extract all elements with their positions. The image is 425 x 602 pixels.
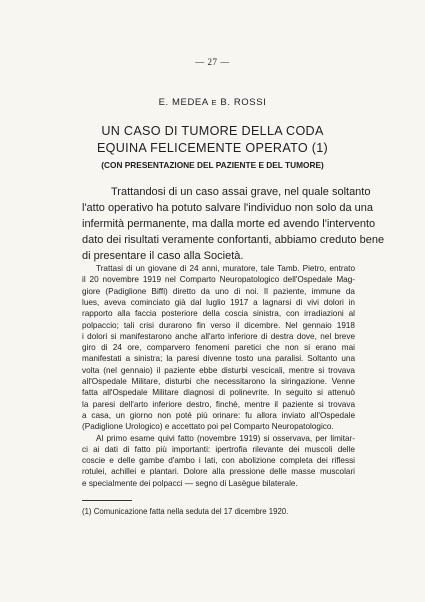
authors <box>0 97 425 108</box>
title-line-2: EQUINA FELICEMENTE OPERATO (1) <box>96 141 329 155</box>
body-line: all'Ospedale Militare, disturbi che necessitarono la siringazione. Venne <box>82 377 355 386</box>
body-line: e specialmente dei polpacci — segno di Lasègue bilaterale. <box>82 478 298 488</box>
body-line: giore (Padiglione Biffi) diretto da uno di noi. Il paziente, immune da <box>82 286 355 296</box>
body-line: giro di 24 ore, comparvero fenomeni paretici che non si erano mai <box>82 343 355 353</box>
body-line: coscie e delle gambe d'ambo i lati, con abolizione completa dei riflessi <box>82 456 355 466</box>
author-second: B. ROSSI <box>220 97 267 108</box>
body-line: volta (nel gennaio) il paziente ebbe disturbi vescicali, mentre si trovava <box>82 365 355 375</box>
intro-line: Trattandosi di un caso assai grave, nel quale soltanto <box>111 186 371 198</box>
author-conjunction: E <box>211 98 218 107</box>
body-line: il 20 novembre 1919 nel Comparto Neuropatologico dell'Ospedale Mag- <box>82 275 355 285</box>
body-line: Al primo esame quivi fatto (novembre 1919) si osservava, per limitar- <box>96 433 355 443</box>
author-first: E. MEDEA <box>158 97 209 108</box>
body-line: fatta all'Ospedale Militare diagnosi di polinevrite. In seguito si attenuò <box>82 388 355 398</box>
body-line: rapporto alla faccia posteriore della coscia sinistra, con irradiazioni al <box>82 309 355 319</box>
body-line: a casa, un giorno non poté più orinare: fu allora inviato all'Ospedale <box>82 410 355 420</box>
body-line: ci ai dati di fatto più importanti: ipertrofia rilevante dei muscoli delle <box>82 444 355 454</box>
body-line: (Padiglione Urologico) e accettato poi pel Comparto Neuropatologico. <box>82 422 334 432</box>
intro-line: infermità permanente, ma dalla morte ed avendo l'intervento <box>82 218 376 230</box>
intro-line: l'atto operativo ha potuto salvare l'individuo non solo da una <box>82 202 374 214</box>
body-line: lues, aveva cominciato già dal luglio 1917 a lagnarsi di vivi dolori in <box>82 297 355 307</box>
body-line: polpaccio; tali crisi durarono fin verso il dicembre. Nel gennaio 1918 <box>82 320 355 330</box>
footnote: (1) Comunicazione fatta nella seduta del 17 dicembre 1920. <box>82 506 289 516</box>
intro-line: dato dei risultati veramente confortanti, abbiamo creduto bene <box>82 234 385 246</box>
body-line: la paresi dell'arto inferiore destro, finchè, mentre il paziente si trovava <box>82 399 355 409</box>
body-line: manifestati a sinistra; la paresi divenne tosto una paralisi. Soltanto una <box>82 354 355 364</box>
body-line: Trattasi di un giovane di 24 anni, muratore, tale Tamb. Pietro, entrato <box>96 264 355 273</box>
intro-line: di presentare il caso alla Società. <box>82 250 244 262</box>
title-line-1: UN CASO DI TUMORE DELLA CODA <box>101 124 324 138</box>
body-line: i dolori si manifestarono anche all'arto inferiore di destra dove, nel breve <box>82 331 355 341</box>
footnote-divider <box>82 500 132 501</box>
subtitle: (CON PRESENTAZIONE DEL PAZIENTE E DEL TUMORE) <box>101 160 324 170</box>
body-line: rotulei, achillei e plantari. Dolore alla pressione delle masse muscolari <box>82 467 355 477</box>
page-number: — 27 — <box>195 57 230 67</box>
